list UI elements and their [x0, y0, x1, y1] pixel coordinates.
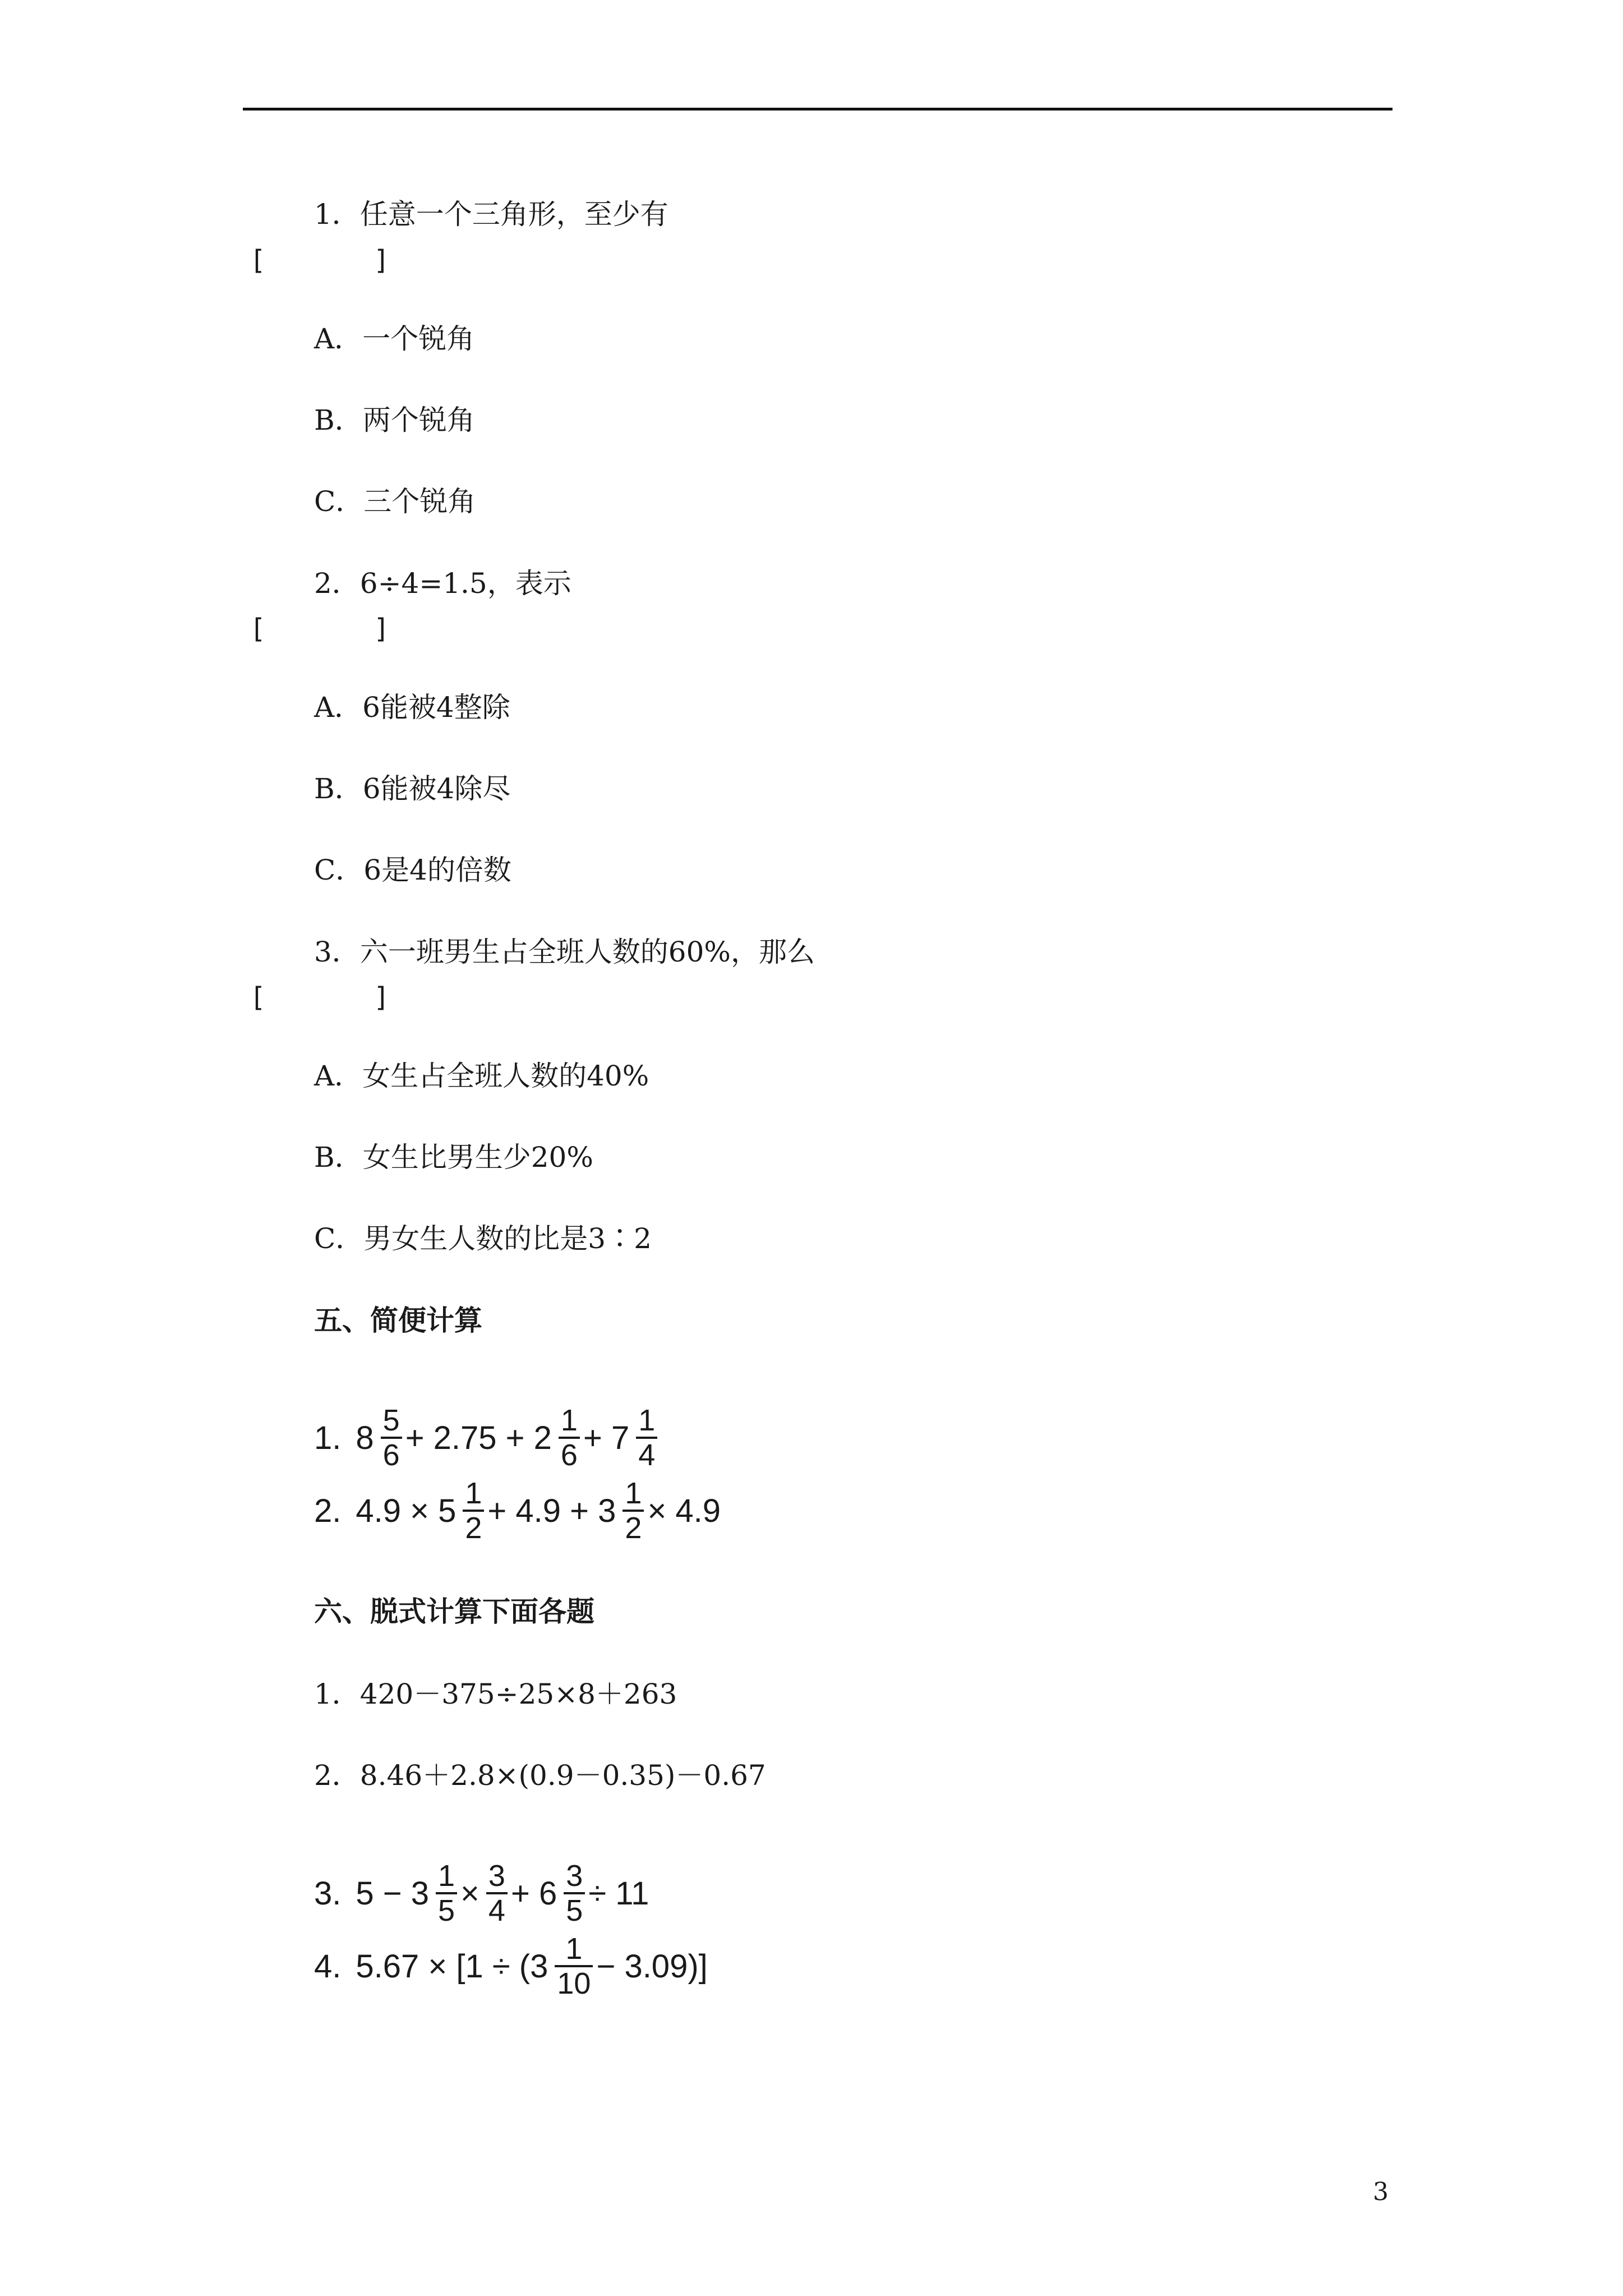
- operator-text: 5.67 × [1 ÷ (3: [356, 1948, 548, 1985]
- section-6-item-1: 1．420－375÷25×8＋263: [314, 1678, 677, 1710]
- question-3-option-c: C．男女生人数的比是3∶2: [314, 1222, 652, 1255]
- question-2-option-c: C．6是4的倍数: [314, 854, 511, 886]
- question-2-option-a: A．6能被4整除: [314, 691, 510, 724]
- section-5-title: 五、简便计算: [314, 1304, 482, 1337]
- question-1-option-c: C．三个锐角: [314, 485, 476, 518]
- fraction: $\frac{1}{6}$: [559, 1404, 580, 1471]
- question-3-bracket: [ ]: [250, 982, 390, 1013]
- fraction: $\frac{5}{6}$: [381, 1404, 402, 1471]
- operator-text: 4.9 × 5: [356, 1492, 457, 1529]
- header-rule: [243, 108, 1393, 111]
- section-5-item-1: [314, 1396, 661, 1480]
- operator-text: 5 − 3: [356, 1875, 429, 1912]
- question-1-option-a: A．一个锐角: [314, 323, 475, 355]
- fraction: $\frac{1}{2}$: [463, 1477, 484, 1544]
- fraction: $\frac{3}{5}$: [564, 1860, 585, 1927]
- section-6-item-3-index: 3.: [314, 1875, 342, 1912]
- question-1-bracket: [ ]: [250, 245, 390, 276]
- question-2-bracket: [ ]: [250, 613, 390, 645]
- question-3-option-b: B．女生比男生少20%: [314, 1141, 593, 1174]
- operator-text: + 6: [510, 1875, 557, 1912]
- section-6-item-2: 2．8.46＋2.8×(0.9－0.35)－0.67: [314, 1759, 766, 1792]
- section-5-item-1-index: 1.: [314, 1419, 342, 1456]
- section-5-item-2: [314, 1469, 724, 1553]
- fraction: $\frac{1}{5}$: [436, 1860, 457, 1927]
- page-number: 3: [1373, 2178, 1389, 2206]
- operator-text: × 4.9: [647, 1492, 721, 1529]
- question-1-option-b: B．两个锐角: [314, 404, 475, 436]
- question-3-stem: 3．六一班男生占全班人数的60%，那么: [314, 936, 815, 968]
- section-5-item-1-whole: 8: [356, 1419, 374, 1456]
- fraction: $\frac{1}{4}$: [636, 1404, 657, 1471]
- fraction: $\frac{3}{4}$: [486, 1860, 508, 1927]
- question-2-option-b: B．6能被4除尽: [314, 772, 511, 805]
- section-6-title: 六、脱式计算下面各题: [314, 1595, 594, 1628]
- section-5-item-2-index: 2.: [314, 1492, 342, 1529]
- fraction: $\frac{1}{2}$: [623, 1477, 644, 1544]
- question-3-option-a: A．女生占全班人数的40%: [314, 1060, 649, 1092]
- question-2-stem: 2．6÷4=1.5，表示: [314, 567, 571, 600]
- operator-text: + 4.9 + 3: [487, 1492, 616, 1529]
- operator-text: ÷ 11: [588, 1875, 649, 1912]
- question-1-stem: 1．任意一个三角形，至少有: [314, 198, 668, 231]
- operator-text: ×: [460, 1875, 479, 1912]
- section-6-item-4-index: 4.: [314, 1948, 342, 1985]
- fraction: $\frac{1}{10}$: [555, 1932, 593, 2000]
- operator-text: + 7: [583, 1419, 630, 1456]
- section-6-item-3: [314, 1851, 652, 1935]
- section-6-item-4: [314, 1924, 711, 2008]
- operator-text: − 3.09)]: [596, 1948, 708, 1985]
- operator-text: + 2.75 + 2: [405, 1419, 552, 1456]
